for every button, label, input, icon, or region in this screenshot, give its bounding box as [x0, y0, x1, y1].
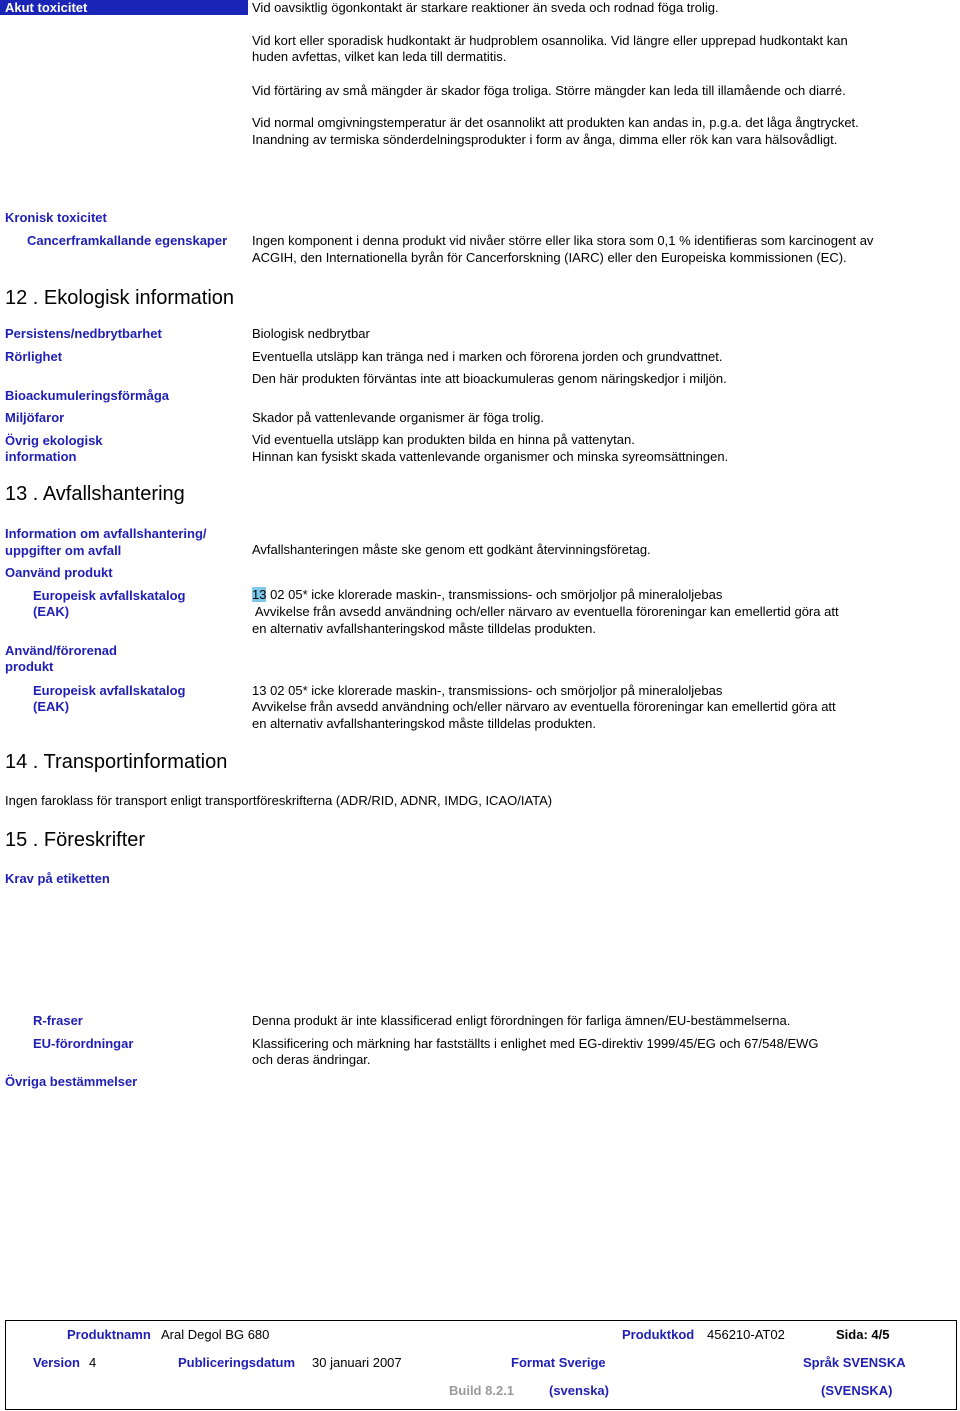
acute-toxicity-header-bar: [0, 0, 248, 15]
eu-regulations-value-2: och deras ändringar.: [252, 1052, 371, 1067]
bioaccumulation-label: Bioackumuleringsförmåga: [5, 388, 169, 403]
acute-line-4: Vid förtäring av små mängder är skador föga troliga. Större mängder kan leda till illamående och diarré.: [252, 83, 846, 98]
carcinogenic-line-1: Ingen komponent i denna produkt vid nivåer större eller lika stora som 0,1 % identifieras som karcinogent av: [252, 233, 874, 248]
footer-product-name-label: Produktnamn: [67, 1327, 151, 1342]
section-14-title: 14 . Transportinformation: [5, 751, 228, 773]
footer-product-code-label: Produktkod: [622, 1327, 695, 1342]
eak-used-label-1: Europeisk avfallskatalog: [33, 683, 186, 698]
footer-format: [511, 1354, 606, 1371]
bioaccumulation-value: Den här produkten förväntas inte att bioackumuleras genom näringskedjor i miljön.: [252, 371, 727, 386]
eak-used-label-2: (EAK): [33, 699, 70, 714]
footer-language-paren: (SVENSKA): [821, 1383, 893, 1398]
footer-format-label: Format: [511, 1355, 556, 1370]
footer-product-name: Aral Degol BG 680: [161, 1327, 270, 1342]
persistence-label: Persistens/nedbrytbarhet: [5, 326, 162, 341]
footer-page-value: 4/5: [871, 1327, 890, 1342]
unused-code-text: 02 05* icke klorerade maskin-, transmissions- och smörjoljor på mineraloljebas: [266, 587, 723, 602]
footer-version: 4: [89, 1355, 97, 1370]
unused-line-2: Avvikelse från avsedd användning och/eller närvaro av eventuella föroreningar kan emellertid göra att: [252, 604, 839, 619]
other-ecological-label-2: information: [5, 449, 77, 464]
unused-line-3: en alternativ avfallshanteringskod måste tilldelas produkten.: [252, 621, 596, 636]
eak-label-2: (EAK): [33, 604, 70, 619]
acute-line-6: Inandning av termiska sönderdelningsprodukter i form av ånga, dimma eller rök kan vara hälsovådligt.: [252, 132, 838, 147]
footer-format-value: Sverige: [558, 1355, 606, 1370]
waste-info-label-1: Information om avfallshantering/: [5, 526, 207, 541]
footer-language-value: SVENSKA: [842, 1355, 906, 1370]
used-line-1: 13 02 05* icke klorerade maskin-, transmissions- och smörjoljor på mineraloljebas: [252, 683, 723, 698]
acute-line-1: Vid oavsiktlig ögonkontakt är starkare reaktioner än sveda och rodnad föga trolig.: [252, 0, 719, 15]
mobility-value: Eventuella utsläpp kan tränga ned i marken och förorena jorden och grundvattnet.: [252, 349, 723, 364]
footer-language: [803, 1354, 906, 1371]
used-product-label-1: Använd/förorenad: [5, 643, 117, 658]
eak-label-1: Europeisk avfallskatalog: [33, 588, 186, 603]
acute-line-3: huden avfettas, vilket kan leda till dermatitis.: [252, 49, 507, 64]
used-line-2: Avvikelse från avsedd användning och/eller närvaro av eventuella föroreningar kan emellertid göra att: [252, 699, 836, 714]
footer-pubdate-label: Publiceringsdatum: [178, 1355, 296, 1370]
label-requirements-label: Krav på etiketten: [5, 871, 110, 886]
footer-product-code: 456210-AT02: [707, 1327, 785, 1342]
footer-build-value: 8.2.1: [485, 1383, 515, 1398]
unused-product-label: Oanvänd produkt: [5, 565, 113, 580]
other-ecological-label-1: Övrig ekologisk: [5, 433, 103, 448]
section-12-title: 12 . Ekologisk information: [5, 287, 235, 309]
acute-line-2: Vid kort eller sporadisk hudkontakt är hudproblem osannolika. Vid längre eller upprepad hudkontakt kan: [252, 33, 848, 48]
environmental-hazards-label: Miljöfaror: [5, 410, 65, 425]
footer-page: [836, 1326, 890, 1343]
transport-text: Ingen faroklass för transport enligt transportföreskrifterna (ADR/RID, ADNR, IMDG, ICAO/IATA): [5, 793, 553, 808]
environmental-hazards-value: Skador på vattenlevande organismer är föga trolig.: [252, 410, 544, 425]
carcinogenic-label: Cancerframkallande egenskaper: [27, 233, 228, 248]
eu-regulations-value-1: Klassificering och märkning har fastställts i enlighet med EG-direktiv 1999/45/EG och 67/548/EWG: [252, 1036, 819, 1051]
chronic-toxicity-label: Kronisk toxicitet: [5, 210, 107, 225]
unused-code-line: [252, 586, 722, 603]
acute-line-5: Vid normal omgivningstemperatur är det osannolikt att produkten kan andas in, p.g.a. det låga ångtrycket.: [252, 115, 859, 130]
used-product-label-2: produkt: [5, 659, 54, 674]
other-ecological-value-1: Vid eventuella utsläpp kan produkten bilda en hinna på vattenytan.: [252, 432, 635, 447]
mobility-label: Rörlighet: [5, 349, 63, 364]
eu-regulations-label: EU-förordningar: [33, 1036, 134, 1051]
r-phrases-label: R-fraser: [33, 1013, 83, 1028]
other-regulations-label: Övriga bestämmelser: [5, 1074, 138, 1089]
persistence-value: Biologisk nedbrytbar: [252, 326, 370, 341]
highlighted-code: 13: [252, 587, 267, 602]
used-line-3: en alternativ avfallshanteringskod måste tilldelas produkten.: [252, 716, 596, 731]
footer-language-label: Språk: [803, 1355, 840, 1370]
waste-info-label-2: uppgifter om avfall: [5, 543, 122, 558]
footer-build: [449, 1382, 514, 1399]
footer-build-language: (svenska): [549, 1383, 609, 1398]
section-15-title: 15 . Föreskrifter: [5, 829, 146, 851]
footer-version-label: Version: [33, 1355, 80, 1370]
waste-info-value: Avfallshanteringen måste ske genom ett godkänt återvinningsföretag.: [252, 542, 651, 557]
footer-build-label: Build: [449, 1383, 482, 1398]
footer-pubdate: 30 januari 2007: [312, 1355, 402, 1370]
footer-page-label: Sida:: [836, 1327, 868, 1342]
section-13-title: 13 . Avfallshantering: [5, 483, 185, 505]
other-ecological-value-2: Hinnan kan fysiskt skada vattenlevande organismer och minska syreomsättningen.: [252, 449, 729, 464]
acute-toxicity-label: Akut toxicitet: [5, 0, 88, 15]
carcinogenic-line-2: ACGIH, den Internationella byrån för Cancerforskning (IARC) eller den Europeiska kommissionen (EC).: [252, 250, 847, 265]
r-phrases-value: Denna produkt är inte klassificerad enligt förordningen för farliga ämnen/EU-bestämmelserna.: [252, 1013, 791, 1028]
